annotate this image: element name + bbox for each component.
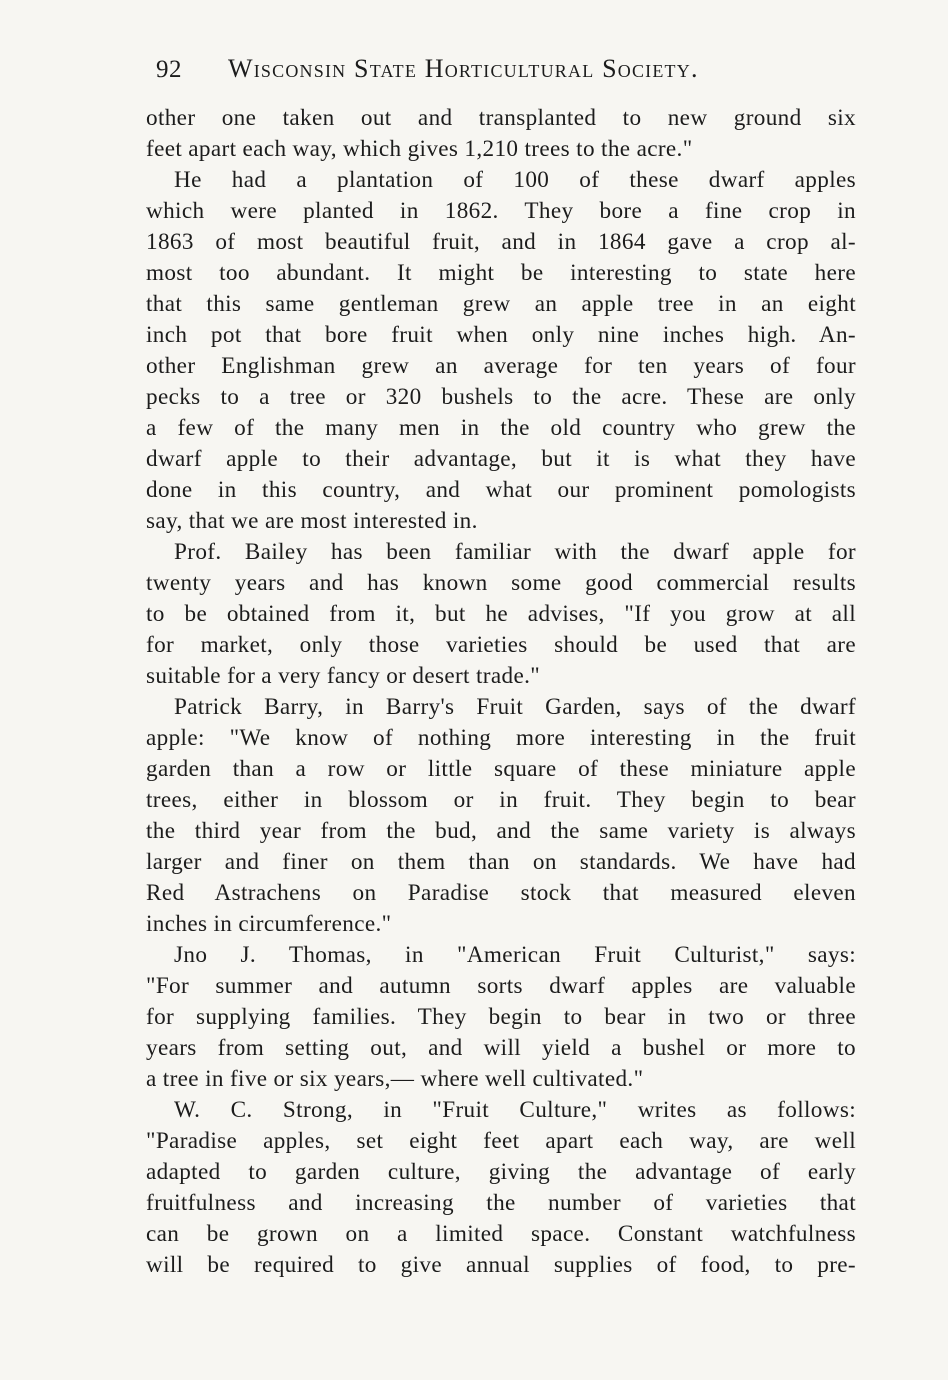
text-line: for supplying families. They begin to bear in two or three [146,1004,856,1030]
text-line: years from setting out, and will yield a bushel or more to [146,1035,856,1061]
running-title: Wisconsin State Horticultural Society. [228,54,699,83]
text-line: apple: "We know of nothing more interesting in the fruit [146,725,856,751]
paragraph-start-line: W. C. Strong, in "Fruit Culture," writes as follows: [174,1097,856,1123]
paragraph-start-line: Patrick Barry, in Barry's Fruit Garden, says of the dwarf [174,694,856,720]
page-number: 92 [156,56,182,83]
text-line: a tree in five or six years,— where well cultivated." [146,1066,644,1092]
text-line: dwarf apple to their advantage, but it is what they have [146,446,856,472]
body-text [146,103,856,1281]
text-line: "For summer and autumn sorts dwarf apples are valuable [146,973,856,999]
text-line: fruitfulness and increasing the number of varieties that [146,1190,856,1216]
text-line: pecks to a tree or 320 bushels to the acre. These are only [146,384,856,410]
text-line: can be grown on a limited space. Constant watchfulness [146,1221,856,1247]
text-line: suitable for a very fancy or desert trade." [146,663,541,689]
text-line: most too abundant. It might be interesting to state here [146,260,856,286]
paragraph-start-line: Jno J. Thomas, in "American Fruit Culturist," says: [174,942,856,968]
text-line: adapted to garden culture, giving the advantage of early [146,1159,856,1185]
text-line: the third year from the bud, and the same variety is always [146,818,856,844]
text-line: "Paradise apples, set eight feet apart each way, are well [146,1128,856,1154]
text-line: Red Astrachens on Paradise stock that measured eleven [146,880,856,906]
text-line: which were planted in 1862. They bore a fine crop in [146,198,856,224]
paragraph-start-line: He had a plantation of 100 of these dwarf apples [174,167,856,193]
text-line: larger and finer on them than on standards. We have had [146,849,856,875]
text-line: trees, either in blossom or in fruit. They begin to bear [146,787,856,813]
paragraph-start-line: Prof. Bailey has been familiar with the dwarf apple for [174,539,856,565]
text-line: inch pot that bore fruit when only nine inches high. An- [146,322,856,348]
text-line: say, that we are most interested in. [146,508,478,534]
text-line: will be required to give annual supplies of food, to pre- [146,1252,856,1278]
text-line: 1863 of most beautiful fruit, and in 1864 gave a crop al- [146,229,856,255]
text-line: to be obtained from it, but he advises, "If you grow at all [146,601,856,627]
text-line: feet apart each way, which gives 1,210 trees to the acre." [146,136,693,162]
text-line: that this same gentleman grew an apple tree in an eight [146,291,856,317]
text-line: twenty years and has known some good commercial results [146,570,856,596]
text-line: other Englishman grew an average for ten years of four [146,353,856,379]
text-line: done in this country, and what our prominent pomologists [146,477,856,503]
text-line: inches in circumference." [146,911,392,937]
text-line: garden than a row or little square of these miniature apple [146,756,856,782]
page-header [156,52,786,92]
text-line: a few of the many men in the old country who grew the [146,415,856,441]
text-line: for market, only those varieties should be used that are [146,632,856,658]
text-line: other one taken out and transplanted to new ground six [146,105,856,131]
